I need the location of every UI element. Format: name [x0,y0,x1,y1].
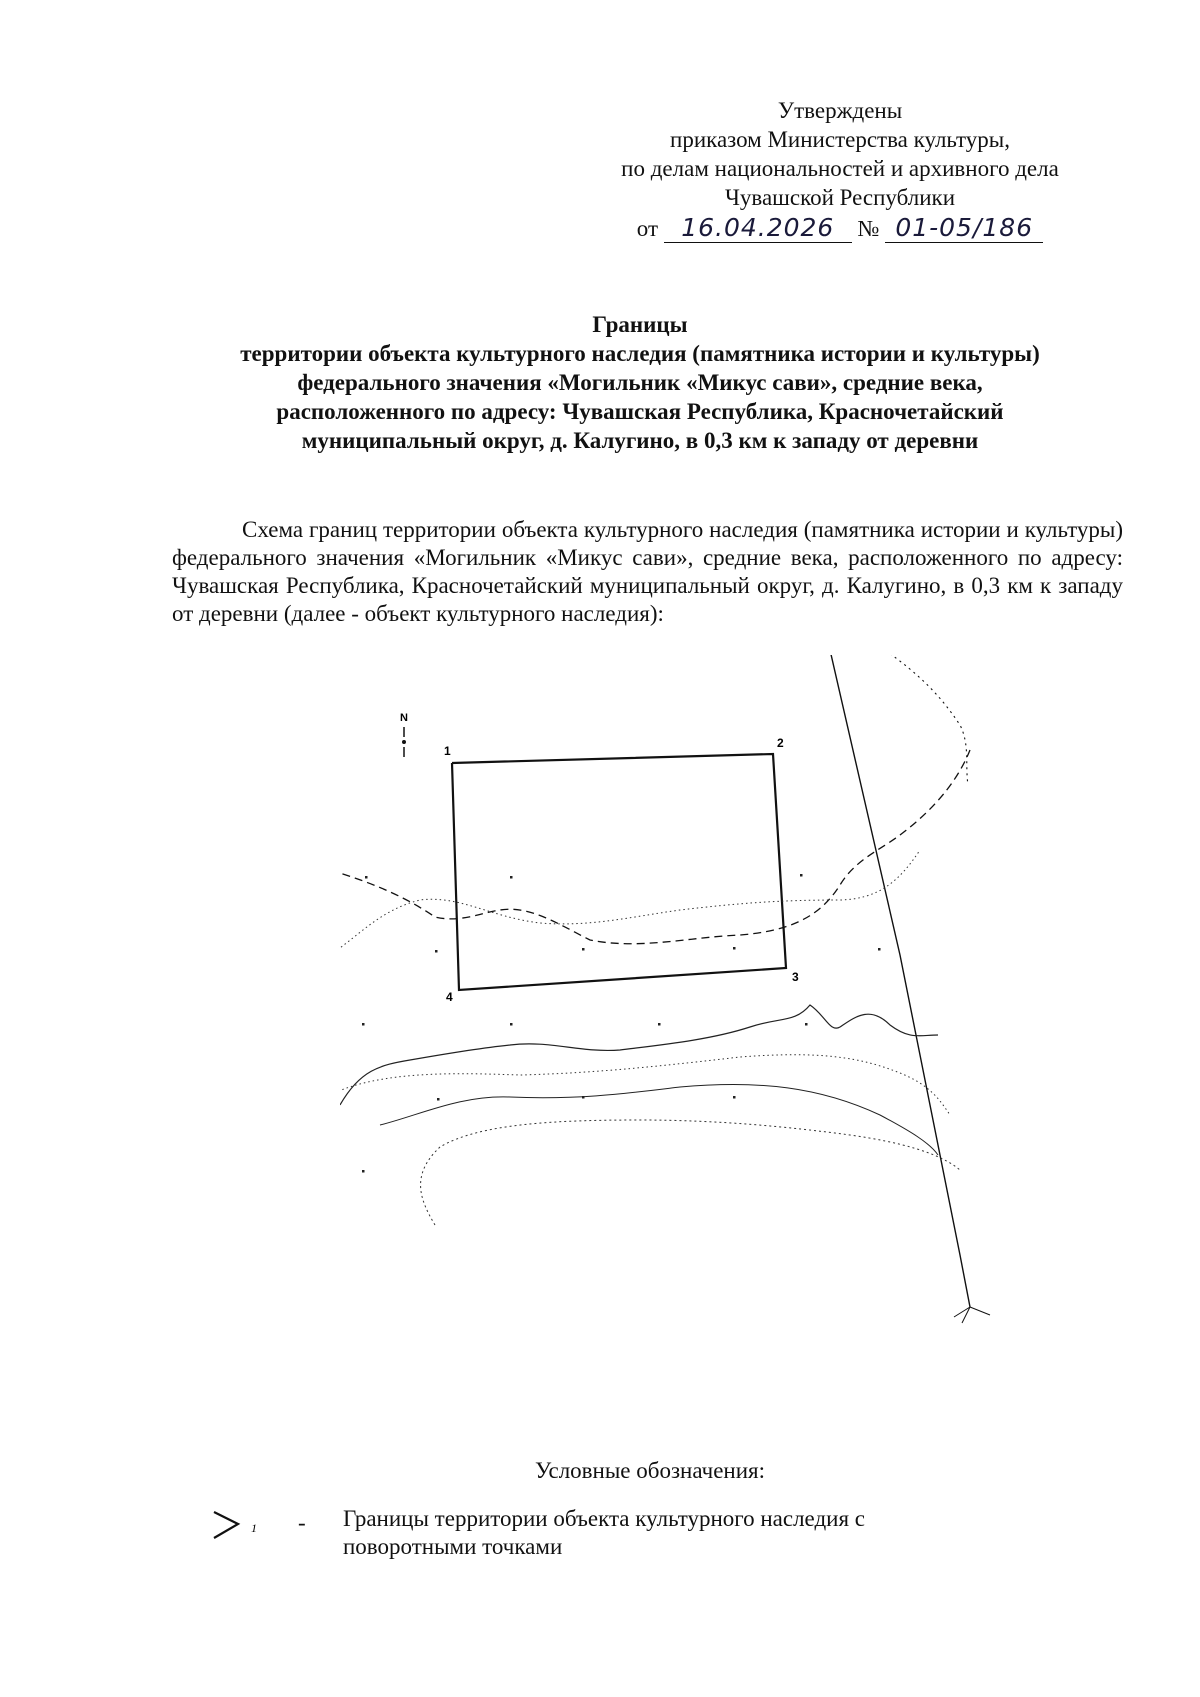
dotted-boundary-east [885,655,968,785]
north-arrow [400,712,408,757]
order-date: 16.04.2026 [664,214,852,243]
date-prefix: от [636,216,659,241]
approval-line-3: по делам национальностей и архивного дела [621,156,1059,181]
boundary-scheme-map [340,655,1000,1335]
heritage-boundary [452,754,786,990]
title-line-2: территории объекта культурного наследия (памятника истории и культуры) [240,341,1040,366]
approval-line-4: Чувашской Республики [724,185,956,210]
title-line-1: Границы [592,312,688,337]
contour-line-middle [340,1005,938,1105]
title-line-5: муниципальный округ, д. Калугино, в 0,3 км к западу от деревни [301,428,979,453]
legend-title: Условные обозначения: [534,1458,766,1483]
legend-dash: - [298,1510,306,1535]
title-line-4: расположенного по адресу: Чувашская Республика, Красночетайский [276,399,1004,424]
number-prefix: № [857,216,880,241]
dotted-contour-upper [340,850,920,955]
approval-line-2: приказом Министерства культуры, [670,127,1010,152]
boundary-point-4: 4 [446,990,453,1004]
legend-symbol-label: 1 [251,1521,257,1535]
title-line-3: федерального значения «Могильник «Микус сави», средние века, [297,370,983,395]
approval-block [560,96,1120,243]
boundary-point-3: 3 [792,970,799,984]
dotted-river-curve [421,1120,960,1225]
boundary-point-1: 1 [444,744,451,758]
road-junction [954,1307,990,1323]
document-title [150,310,1130,455]
road-line [830,655,970,1307]
approval-line-1: Утверждены [777,98,903,123]
order-reference [560,214,1120,243]
legend-boundary-symbol [210,1508,280,1548]
north-label: N [400,712,408,724]
intro-paragraph: Схема границ территории объекта культурного наследия (памятника истории и культуры) федерального значения «Могильник «Микус сави», средние века, расположенного по адресу: Чувашская Республика, Красночетайский муниципальный округ, д. Калугино, в 0,3 км к западу от деревни (далее - объект культурного наследия): [172,517,1123,626]
order-number: 01-05/186 [885,214,1043,243]
contour-line-lower [380,1084,938,1155]
legend-item-text: Границы территории объекта культурного наследия с поворотными точками [343,1506,866,1559]
boundary-point-2: 2 [777,736,784,750]
